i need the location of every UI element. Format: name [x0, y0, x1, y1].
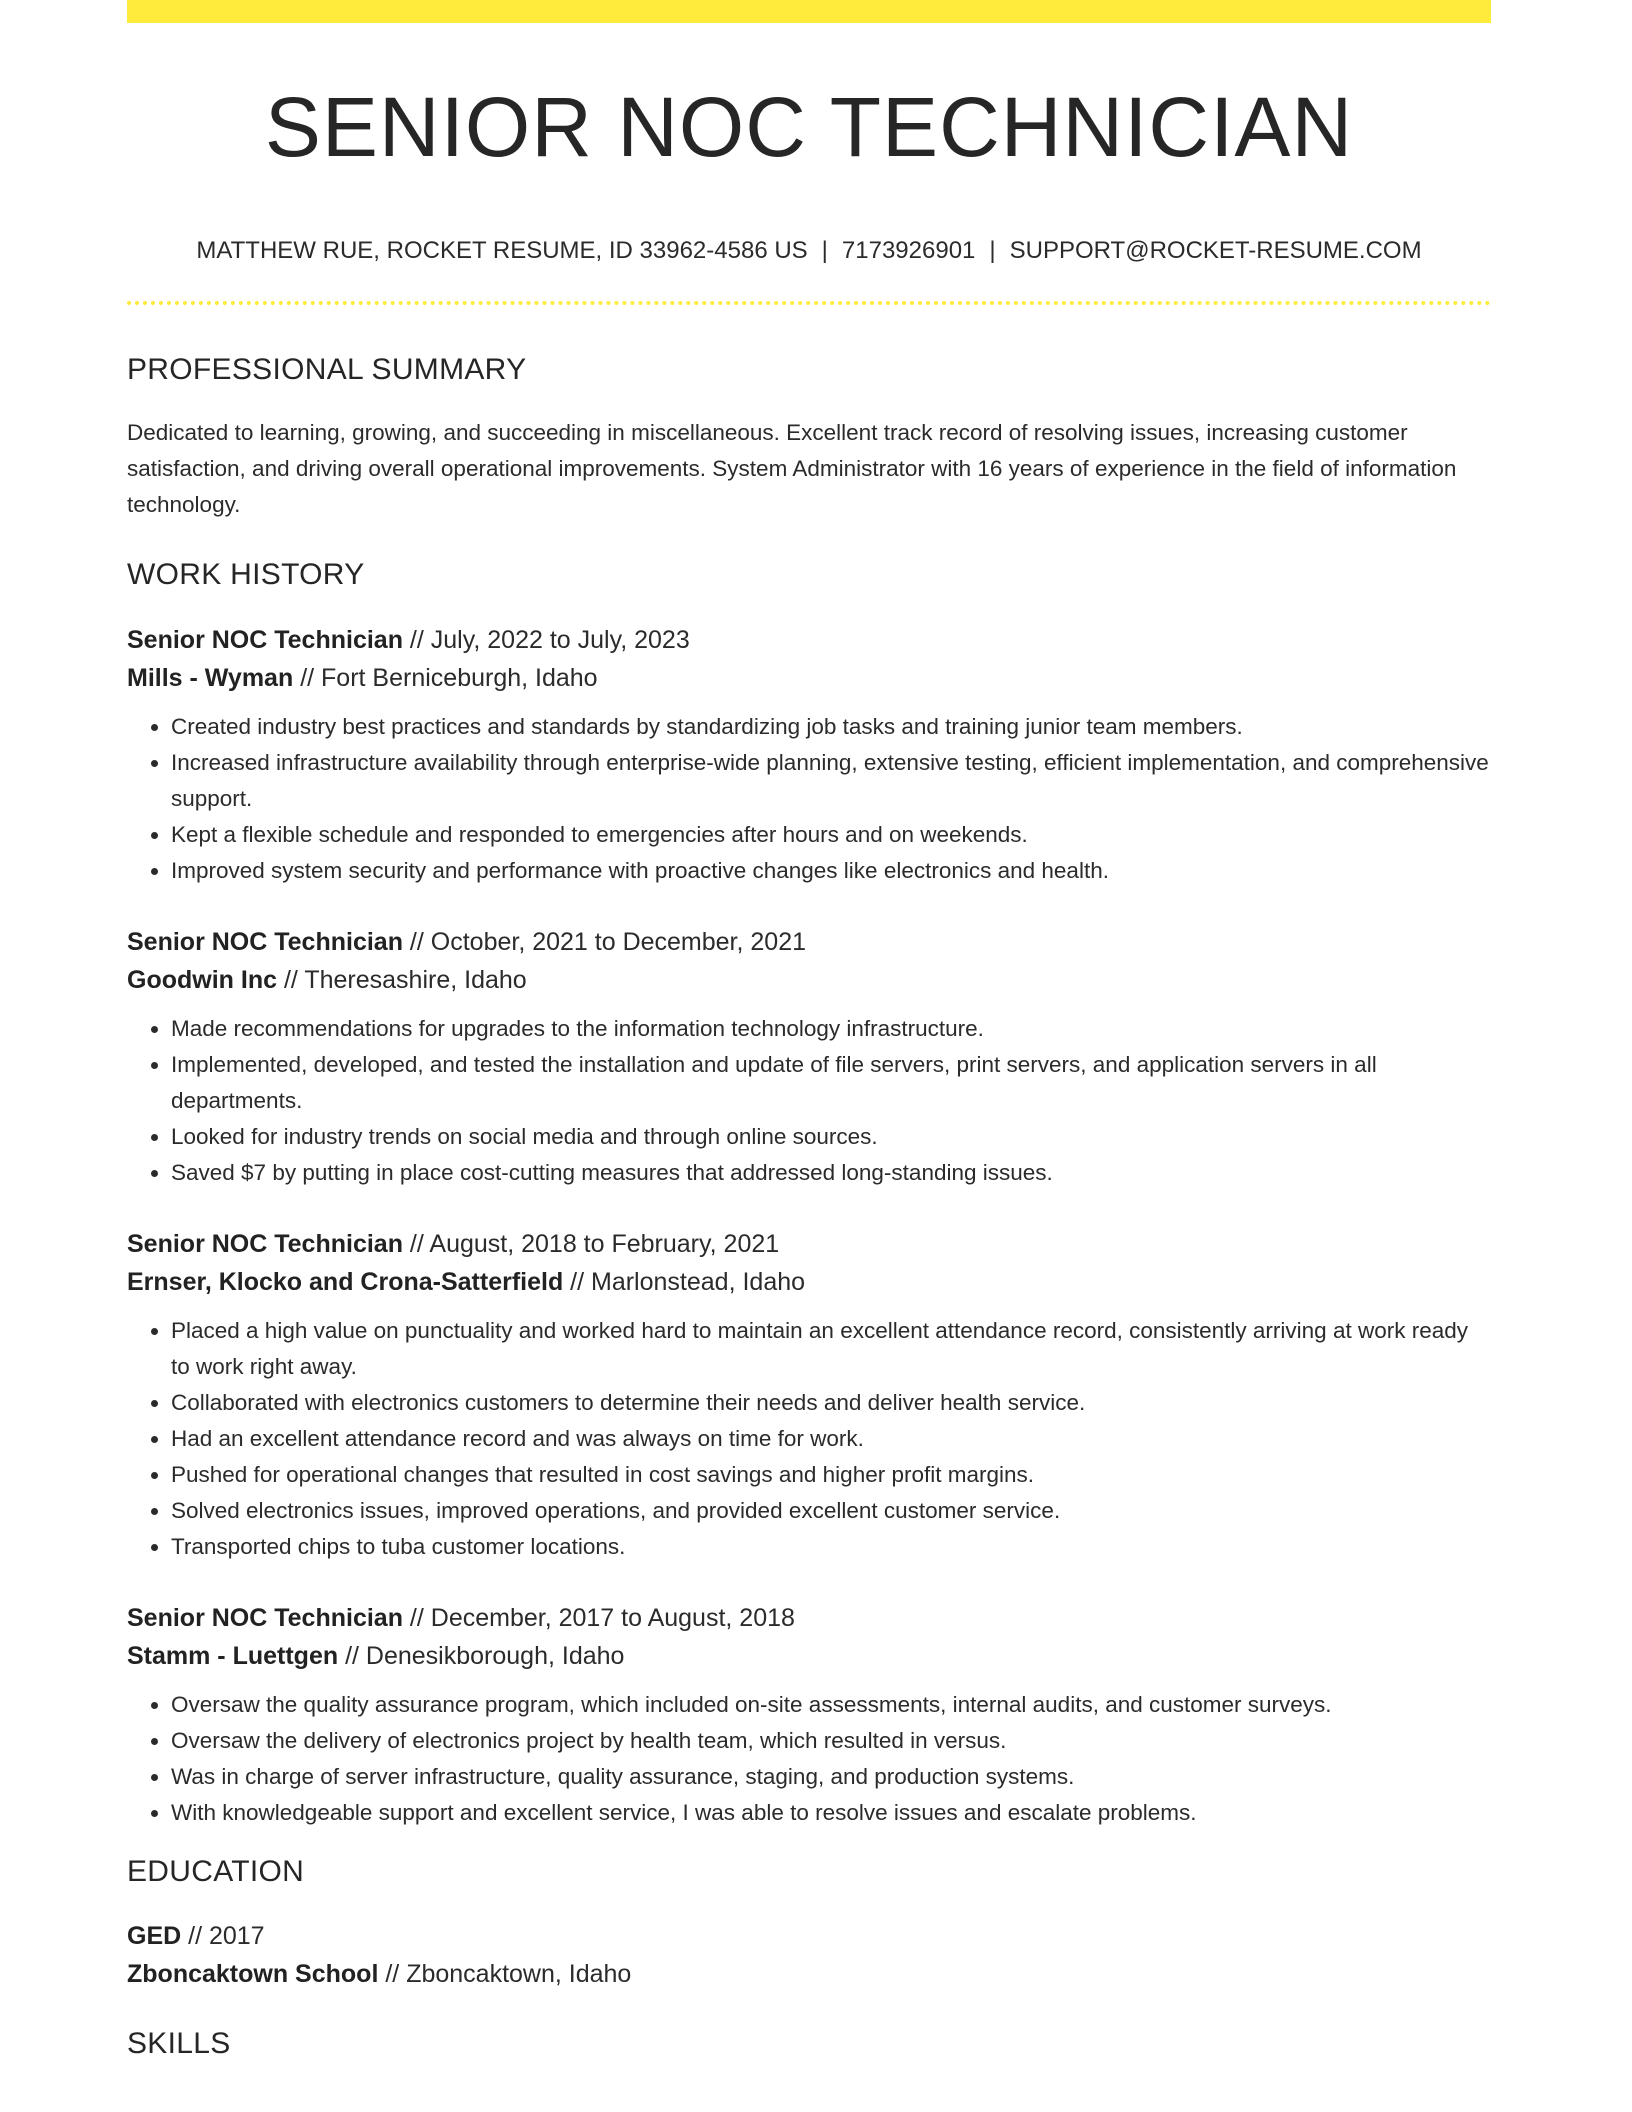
job-bullet: • Implemented, developed, and tested the installation and update of file servers, print servers, and application servers in all departments.	[171, 1047, 1491, 1119]
job-bullets	[127, 1687, 1491, 1831]
job-bullets	[127, 1313, 1491, 1565]
job-bullet: • Created industry best practices and standards by standardizing job tasks and training junior team members.	[171, 709, 1491, 745]
job-company-line	[127, 1637, 1491, 1675]
job-company: Mills - Wyman	[127, 664, 294, 692]
job-bullet: • Pushed for operational changes that resulted in cost savings and higher profit margins.	[171, 1457, 1491, 1493]
job-company-line	[127, 961, 1491, 999]
job-company-line	[127, 1263, 1491, 1301]
summary-text: Dedicated to learning, growing, and succeeding in miscellaneous. Excellent track record of resolving issues, increasing customer satisfaction, and driving overall operational improvements. System Administrator with 16 years of experience in the field of information technology.	[127, 420, 1457, 517]
education-degree-line	[127, 1917, 1491, 1955]
job-entry	[127, 1599, 1491, 1831]
job-dates: // October, 2021 to December, 2021	[402, 928, 807, 956]
job-company: Ernser, Klocko and Crona-Satterfield	[127, 1268, 564, 1296]
job-dates: // August, 2018 to February, 2021	[402, 1230, 780, 1258]
resume-page	[127, 0, 1491, 2059]
job-bullet: • Oversaw the delivery of electronics project by health team, which resulted in versus.	[171, 1723, 1491, 1759]
resume-title: SENIOR NOC TECHNICIAN	[264, 80, 1354, 174]
job-location: // Theresashire, Idaho	[277, 966, 527, 994]
header-divider	[127, 301, 1491, 305]
job-company: Goodwin Inc	[127, 966, 277, 994]
job-bullet: • Was in charge of server infrastructure, quality assurance, staging, and production systems.	[171, 1759, 1491, 1795]
accent-bar	[127, 0, 1491, 23]
education-school: Zboncaktown School	[127, 1960, 379, 1988]
contact-line	[127, 239, 1491, 263]
job-bullet: • Kept a flexible schedule and responded to emergencies after hours and on weekends.	[171, 817, 1491, 853]
job-location: // Marlonstead, Idaho	[563, 1268, 806, 1296]
education-degree: GED	[127, 1922, 182, 1950]
education-entry	[127, 1917, 1491, 1993]
job-role: Senior NOC Technician	[127, 1230, 403, 1258]
job-bullet: • Placed a high value on punctuality and worked hard to maintain an excellent attendance record, consistently arriving at work ready to work right away.	[171, 1313, 1491, 1385]
job-bullet: • Improved system security and performance with proactive changes like electronics and health.	[171, 853, 1491, 889]
job-role: Senior NOC Technician	[127, 928, 403, 956]
contact-address: MATTHEW RUE, ROCKET RESUME, ID 33962-4586 US	[196, 237, 808, 264]
job-bullets	[127, 1011, 1491, 1191]
job-role-line	[127, 1225, 1491, 1263]
contact-email: SUPPORT@ROCKET-RESUME.COM	[1009, 237, 1422, 264]
contact-separator: |	[989, 237, 996, 264]
education-heading: EDUCATION	[127, 1855, 305, 1888]
job-role-line	[127, 621, 1491, 659]
contact-phone: 7173926901	[841, 237, 976, 264]
job-bullets	[127, 709, 1491, 889]
job-bullet: • Had an excellent attendance record and was always on time for work.	[171, 1421, 1491, 1457]
job-dates: // July, 2022 to July, 2023	[402, 626, 690, 654]
summary-heading: PROFESSIONAL SUMMARY	[127, 353, 527, 386]
job-company-line	[127, 659, 1491, 697]
job-entry	[127, 923, 1491, 1191]
job-bullet: • Collaborated with electronics customers to determine their needs and deliver health service.	[171, 1385, 1491, 1421]
job-dates: // December, 2017 to August, 2018	[402, 1604, 795, 1632]
job-role: Senior NOC Technician	[127, 626, 403, 654]
job-bullet: • With knowledgeable support and excellent service, I was able to resolve issues and escalate problems.	[171, 1795, 1491, 1831]
job-bullet: • Looked for industry trends on social media and through online sources.	[171, 1119, 1491, 1155]
job-location: // Fort Berniceburgh, Idaho	[293, 664, 598, 692]
job-role-line	[127, 1599, 1491, 1637]
job-entry	[127, 621, 1491, 889]
job-bullet: • Transported chips to tuba customer locations.	[171, 1529, 1491, 1565]
job-bullet: • Solved electronics issues, improved operations, and provided excellent customer service.	[171, 1493, 1491, 1529]
education-location: // Zboncaktown, Idaho	[378, 1960, 632, 1988]
job-bullet: • Increased infrastructure availability through enterprise-wide planning, extensive testing, efficient implementation, and comprehensive support.	[171, 745, 1491, 817]
job-company: Stamm - Luettgen	[127, 1642, 339, 1670]
work-history-heading: WORK HISTORY	[127, 558, 365, 591]
job-bullet: • Oversaw the quality assurance program, which included on-site assessments, internal audits, and customer surveys.	[171, 1687, 1491, 1723]
job-location: // Denesikborough, Idaho	[338, 1642, 625, 1670]
job-role: Senior NOC Technician	[127, 1604, 403, 1632]
job-bullet: • Saved $7 by putting in place cost-cutting measures that addressed long-standing issues.	[171, 1155, 1491, 1191]
education-year: // 2017	[181, 1922, 265, 1950]
job-role-line	[127, 923, 1491, 961]
job-entry	[127, 1225, 1491, 1565]
job-bullet: • Made recommendations for upgrades to the information technology infrastructure.	[171, 1011, 1491, 1047]
education-school-line	[127, 1955, 1491, 1993]
contact-separator: |	[821, 237, 828, 264]
skills-heading: SKILLS	[127, 2027, 231, 2060]
